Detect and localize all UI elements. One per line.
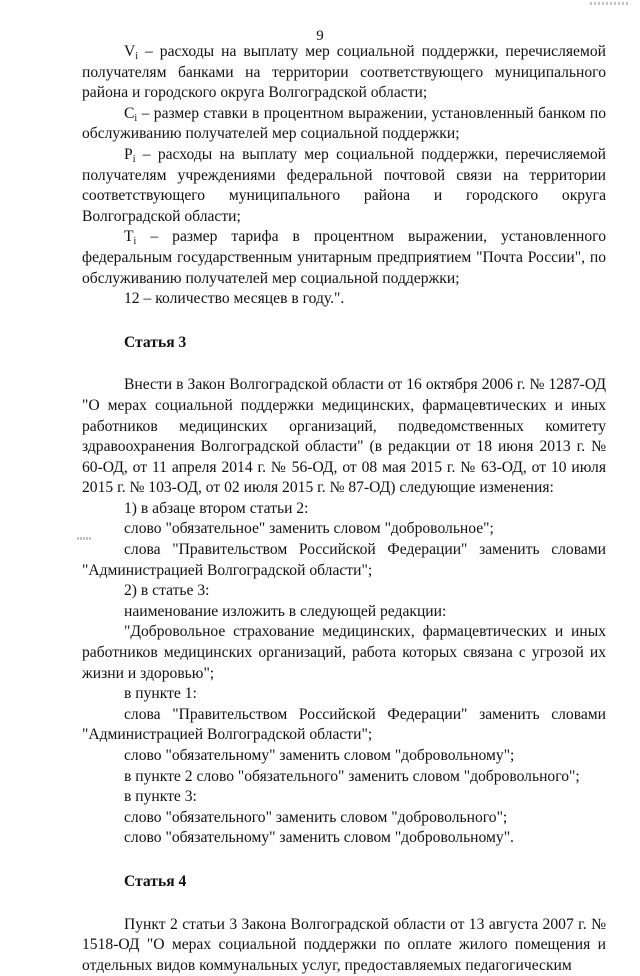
scan-corner-mark xyxy=(590,2,630,5)
spacer xyxy=(82,893,606,915)
definition-v xyxy=(82,42,606,104)
document-body xyxy=(82,42,606,976)
definition-text: – размер ставки в процентном выражении, установленный банком по обслуживанию получателей мер социальной поддержки; xyxy=(82,104,606,143)
article-3-paragraph: слово "обязательное" заменить словом "добровольное"; xyxy=(124,520,494,538)
definition-p xyxy=(82,145,606,227)
article-3-paragraph: слово "обязательному" заменить словом "добровольному". xyxy=(124,829,514,847)
spacer xyxy=(82,310,606,333)
definition-text: – размер тарифа в процентном выражении, установленного федеральным государственным унитарным предприятием "Почта России", по обслуживанию получателей мер социальной поддержки; xyxy=(82,228,606,287)
definition-t xyxy=(82,227,606,289)
definition-symbol: P xyxy=(124,145,133,163)
definition-subscript: i xyxy=(133,236,137,248)
article-3-paragraph: наименование изложить в следующей редакции: xyxy=(124,602,447,620)
article-3-paragraph: в пункте 3: xyxy=(124,788,197,806)
page-number: 9 xyxy=(316,28,324,44)
article-3-paragraph: в пункте 1: xyxy=(124,685,197,703)
article-3-paragraph: 2) в статье 3: xyxy=(124,582,210,600)
article-3-paragraph: слово "обязательному" заменить словом "добровольному"; xyxy=(124,747,515,764)
definition-subscript: i xyxy=(132,153,136,165)
definition-subscript: i xyxy=(135,51,139,62)
spacer xyxy=(82,849,606,872)
article-3-paragraph: "Добровольное страхование медицинских, фармацевтических и иных работников медицинских организаций, работа которых связана с угрозой их жизни и здоровью"; xyxy=(82,623,606,682)
article-3-paragraph: в пункте 2 слово "обязательного" заменить словом "добровольного"; xyxy=(124,767,580,785)
article-4-heading: Статья 4 xyxy=(124,872,187,890)
article-3-paragraph: 1) в абзаце втором статьи 2: xyxy=(124,499,309,517)
article-3-paragraph: слова "Правительством Российской Федерации" заменить словами "Администрацией Волгоградской области"; xyxy=(82,541,606,579)
definition-symbol: T xyxy=(124,228,134,246)
article-3-paragraph: Внести в Закон Волгоградской области от 16 октября 2006 г. № 1287-ОД "О мерах социальной поддержки медицинских, фармацевтических и иных работников медицинских организаций, подведомственных комитету здравоохранения Волгоградской области" (в редакции от 18 июня 2013 г. № 60-ОД, от 11 апреля 2014 г. № 56-ОД, от 08 мая 2015 г. № 63-ОД, от 10 июля 2015 г. № 103-ОД, от 02 июля 2015 г. № 87-ОД) следующие изменения: xyxy=(82,376,606,497)
definition-text: – расходы на выплату мер социальной поддержки, перечисляемой получателям банками на территории соответствующего муниципального района и городского округа Волгоградской области; xyxy=(82,43,606,102)
article-4-paragraph: Пункт 2 статьи 3 Закона Волгоградской области от 13 августа 2007 г. № 1518-ОД "О мерах социальной поддержки по оплате жилого помещения и отдельных видов коммунальных услуг, предоставляемых педагогическим xyxy=(82,915,606,974)
months-line: 12 – количество месяцев в году.". xyxy=(124,290,345,308)
article-3-heading: Статья 3 xyxy=(124,333,187,351)
article-3-paragraph: слово "обязательного" заменить словом "добровольного"; xyxy=(124,808,508,826)
definition-text: – расходы на выплату мер социальной поддержки, перечисляемой получателям учреждениями федеральной почтовой связи на территории соответствующего муниципального района и городского округа Волгоградской области; xyxy=(82,145,606,225)
spacer xyxy=(82,353,606,375)
definition-c xyxy=(82,104,606,145)
definition-symbol: V xyxy=(124,43,136,60)
definition-subscript: i xyxy=(134,112,138,124)
article-3-paragraph: слова "Правительством Российской Федерации" заменить словами "Администрацией Волгоградской области"; xyxy=(82,705,606,744)
definition-symbol: C xyxy=(124,104,135,122)
